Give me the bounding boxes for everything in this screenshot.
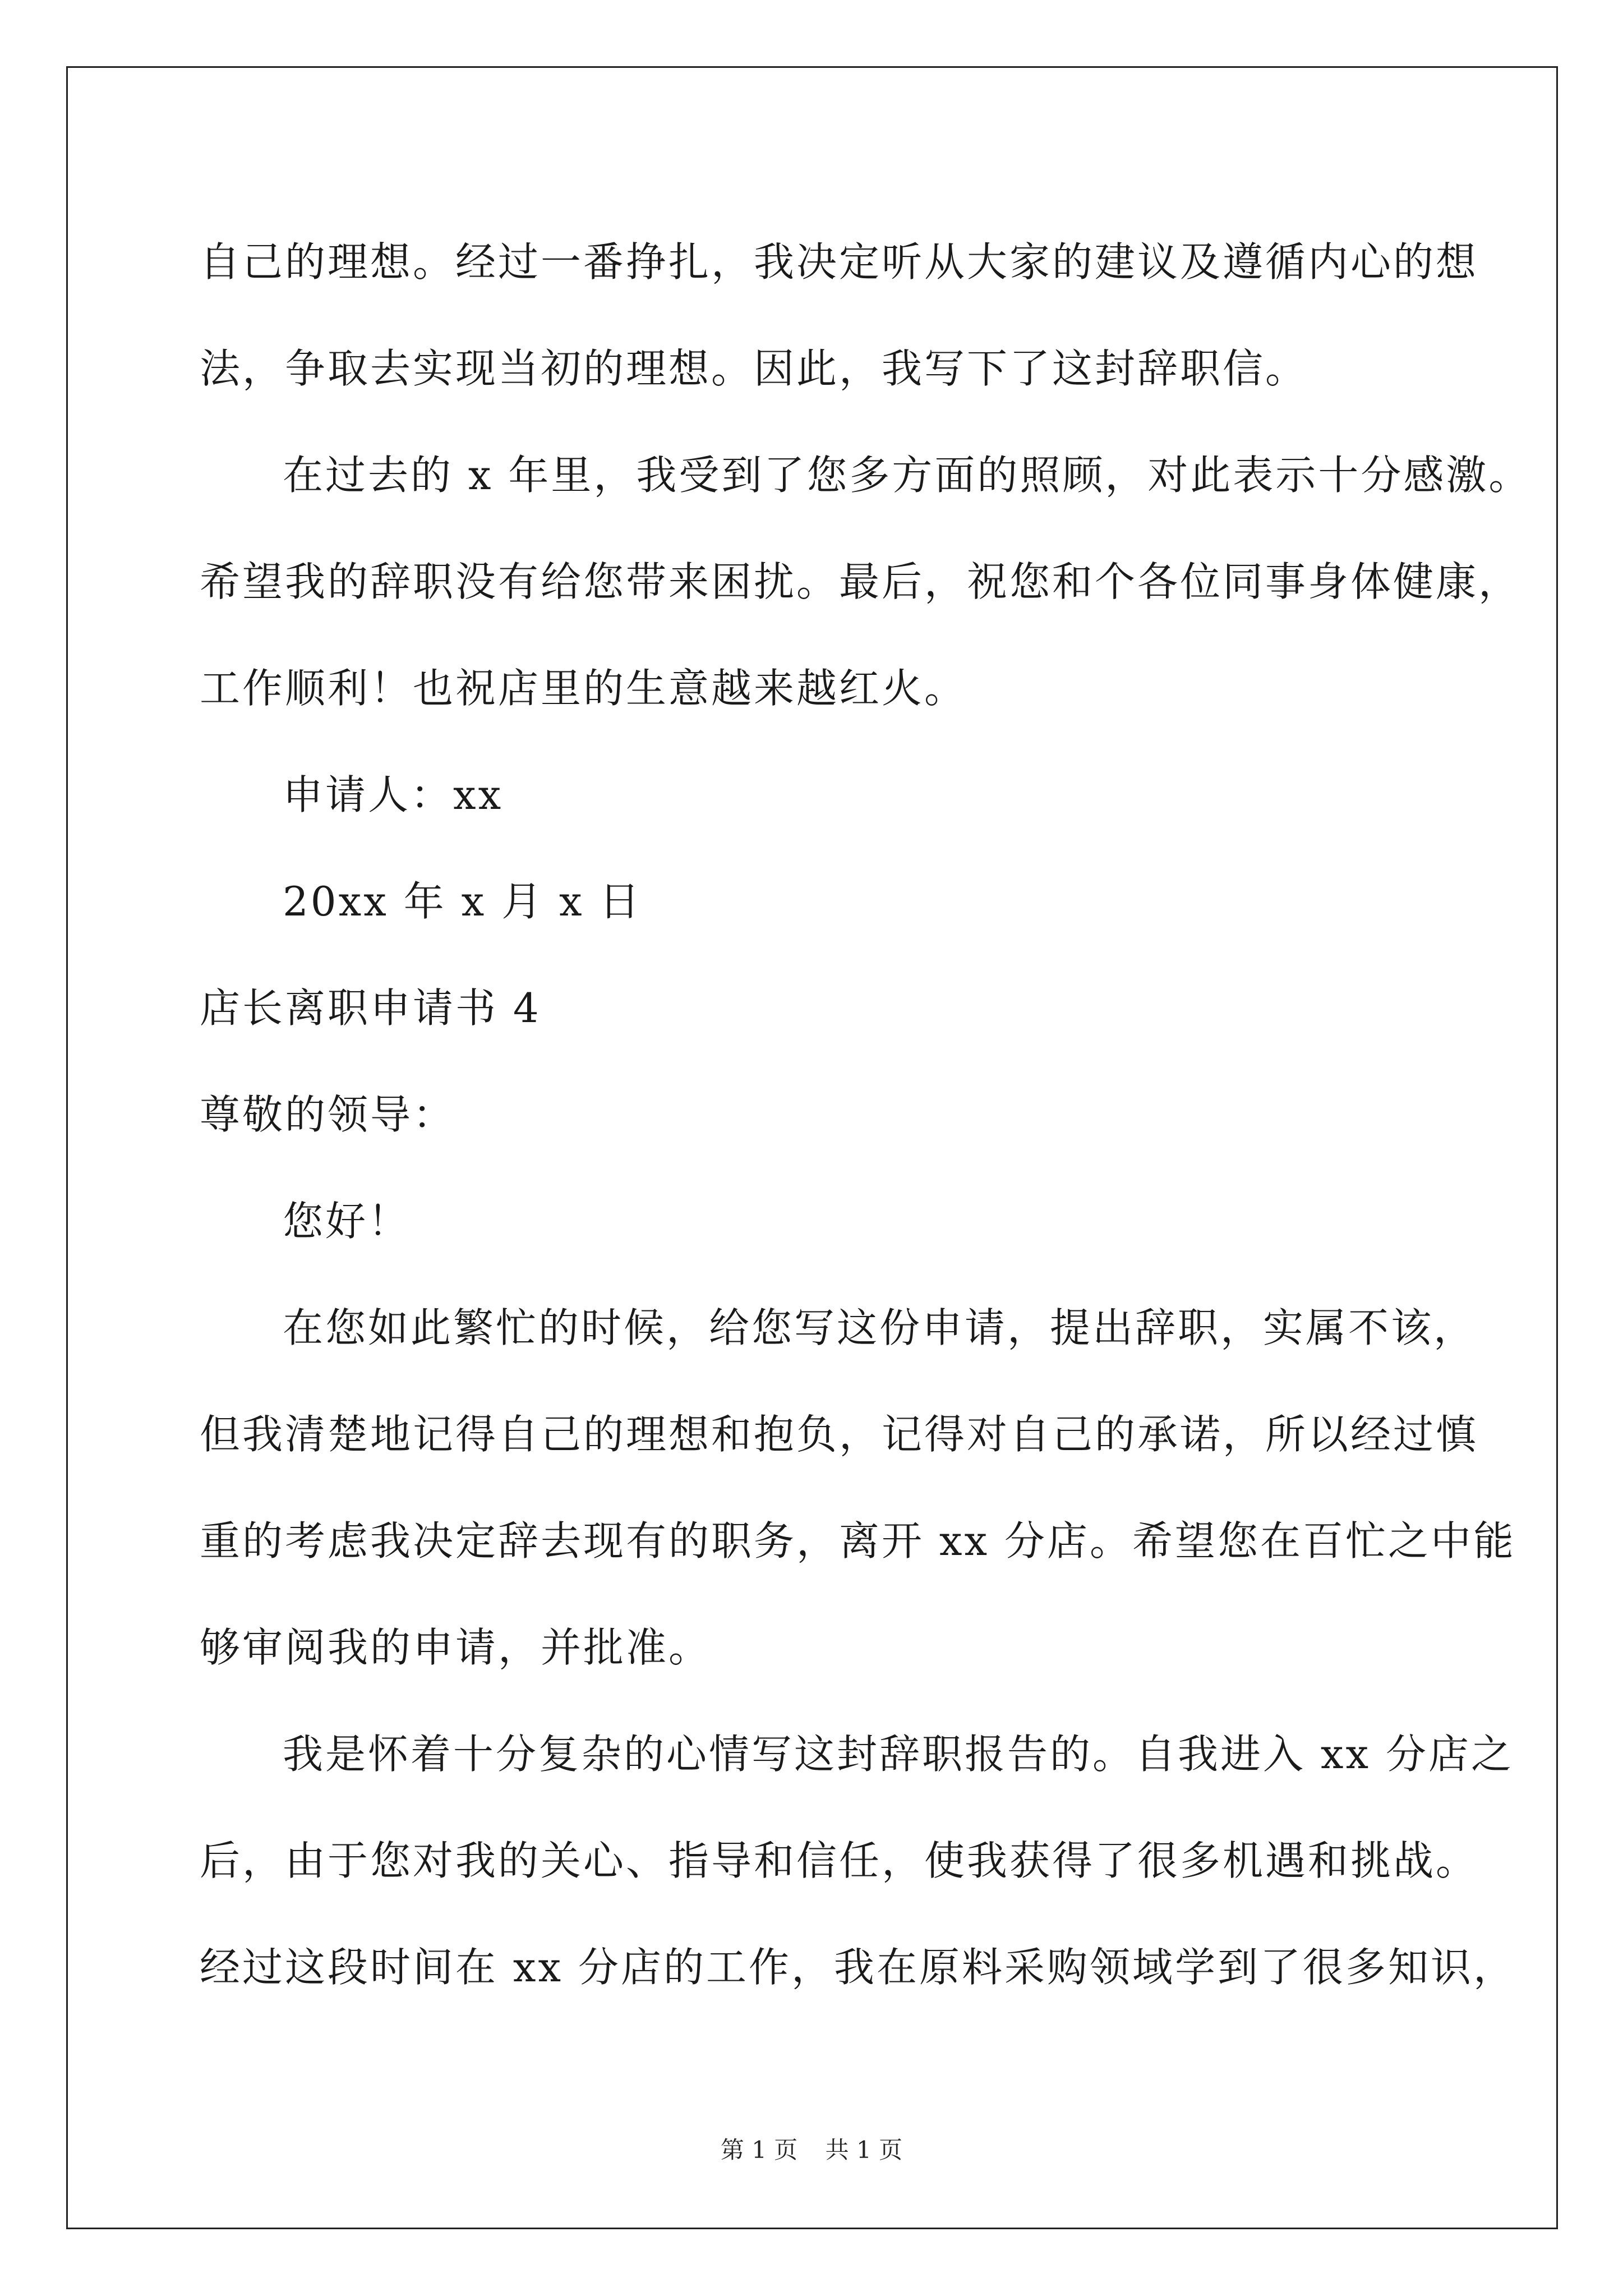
text-line: 自己的理想。经过一番挣扎，我决定听从大家的建议及遵循内心的想 <box>200 238 1479 286</box>
text-line: 经过这段时间在 xx 分店的工作，我在原料采购领域学到了很多知识， <box>200 1944 1516 1991</box>
section-title: 店长离职申请书 4 <box>200 984 541 1032</box>
text-line: 我是怀着十分复杂的心情写这封辞职报告的。自我进入 xx 分店之 <box>283 1731 1514 1778</box>
text-line: 在您如此繁忙的时候，给您写这份申请，提出辞职，实属不该， <box>283 1304 1477 1351</box>
text-line: 够审阅我的申请，并批准。 <box>200 1624 712 1671</box>
page-total: 共 1 页 <box>825 2136 903 2164</box>
text-line: 法，争取去实现当初的理想。因此，我写下了这封辞职信。 <box>200 345 1308 392</box>
greeting: 您好！ <box>283 1198 411 1245</box>
document-body <box>200 209 1532 2021</box>
text-line: 希望我的辞职没有给您带来困扰。最后，祝您和个各位同事身体健康， <box>200 558 1521 605</box>
page-footer <box>0 2132 1623 2165</box>
salutation: 尊敬的领导： <box>200 1091 456 1138</box>
text-line: 后，由于您对我的关心、指导和信任，使我获得了很多机遇和挑战。 <box>200 1837 1479 1884</box>
text-line: 但我清楚地记得自己的理想和抱负，记得对自己的承诺，所以经过慎 <box>200 1411 1479 1458</box>
page-number: 第 1 页 <box>720 2136 798 2164</box>
applicant-line: 申请人：xx <box>283 771 504 818</box>
text-line: 重的考虑我决定辞去现有的职务，离开 xx 分店。希望您在百忙之中能 <box>200 1517 1516 1565</box>
text-line: 工作顺利！也祝店里的生意越来越红火。 <box>200 665 967 712</box>
date-line: 20xx 年 x 月 x 日 <box>283 878 642 925</box>
text-line: 在过去的 x 年里，我受到了您多方面的照顾，对此表示十分感激。 <box>283 452 1532 499</box>
